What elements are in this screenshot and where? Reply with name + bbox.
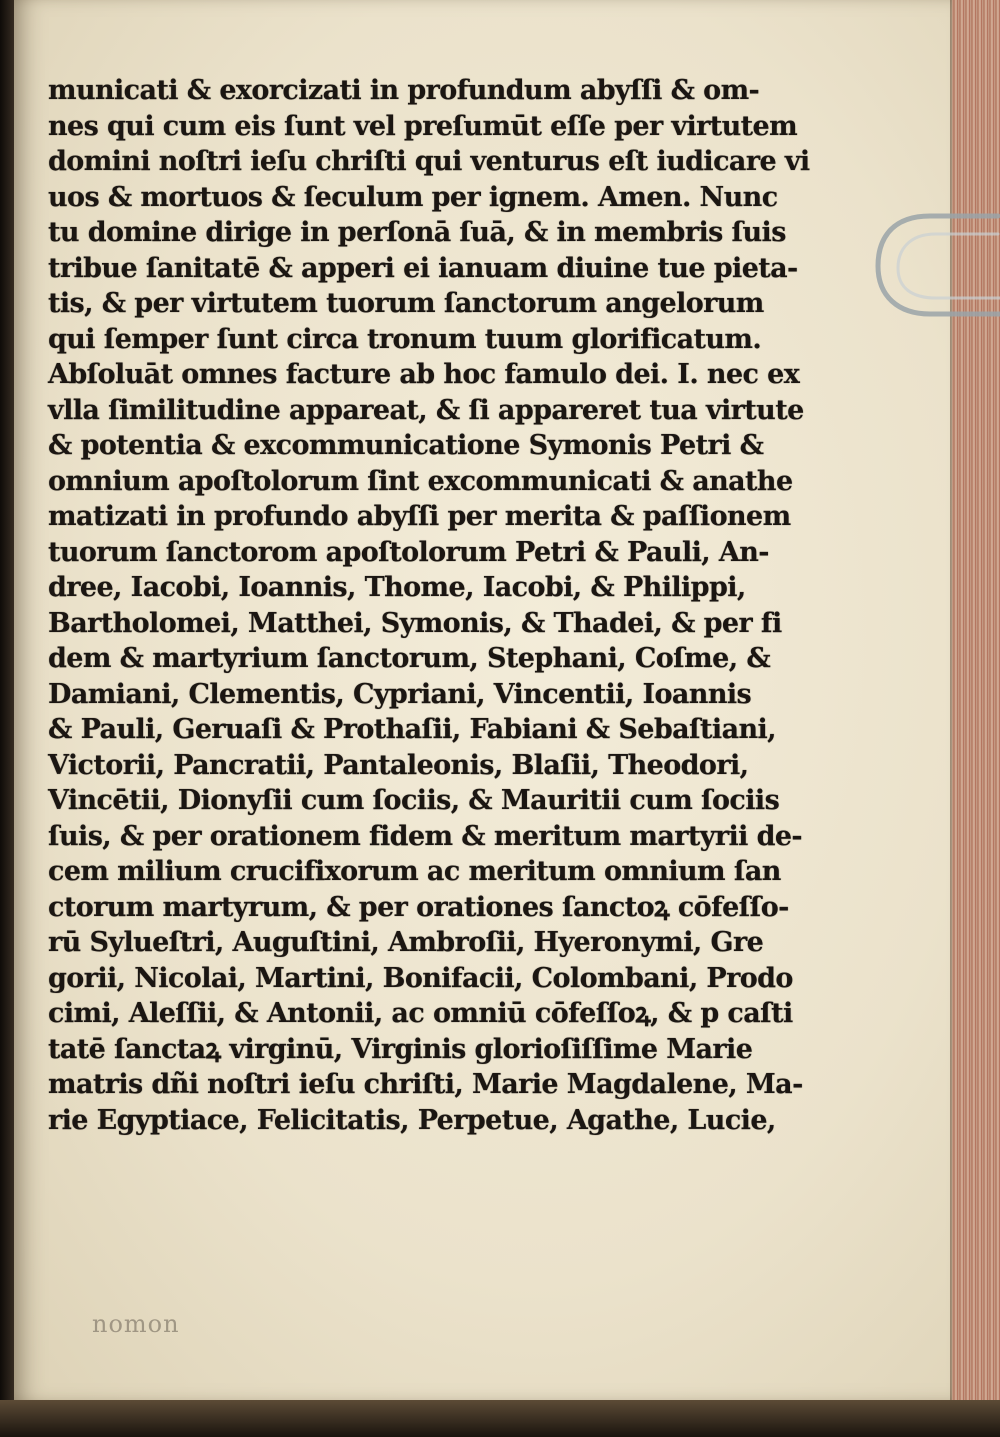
text-line: domini noſtri ieſu chriſti qui venturus eſt iudicare vi [48, 146, 810, 177]
text-line: Abſoluāt omnes facture ab hoc famulo dei. I. nec ex [48, 359, 800, 390]
text-line: ſuis, & per orationem fidem & meritum martyrii de- [48, 820, 803, 852]
text-line: cimi, Aleſſii, & Antonii, ac omniū cōfeſſoꝝ, & p caſti [48, 998, 793, 1029]
book-page [14, 0, 962, 1400]
text-line: Vincētii, Dionyſii cum ſociis, & Mauritii cum ſociis [48, 785, 780, 816]
text-line: vlla ſimilitudine appareat, & ſi appareret tua virtute [48, 394, 804, 426]
text-line: gorii, Nicolai, Martini, Bonifacii, Colombani, Prodo [48, 962, 793, 994]
text-line: ctorum martyrum, & per orationes ſanctoꝝ cōfeſſo- [48, 891, 789, 923]
text-line: uos & mortuos & ſeculum per ignem. Amen. Nunc [48, 181, 778, 213]
text-line: & Pauli, Geruaſi & Prothaſii, Fabiani & Sebaſtiani, [48, 714, 776, 745]
paper-clip-icon [870, 196, 1000, 366]
text-line: tribue ſanitatē & apperi ei ianuam diuine tue pieta- [48, 252, 798, 284]
text-line: matris dñi noſtri ieſu chriſti, Marie Magdalene, Ma- [48, 1069, 803, 1100]
text-line: & potentia & excommunicatione Symonis Petri & [48, 430, 764, 461]
text-line: dree, Iacobi, Ioannis, Thome, Iacobi, & Philippi, [48, 572, 746, 603]
text-line: dem & martyrium ſanctorum, Stephani, Coſme, & [48, 643, 771, 674]
catchword: nomon [92, 1310, 180, 1338]
text-line: municati & exorcizati in profundum abyſſi & om- [48, 75, 760, 106]
text-line: omnium apoſtolorum ſint excommunicati & anathe [48, 465, 793, 497]
text-line: nes qui cum eis ſunt vel preſumūt eſſe per virtutem [48, 110, 798, 142]
text-line: tatē ſanctaꝝ virginū, Virginis glorioſiſſime Marie [48, 1033, 753, 1065]
book-bottom-edge [0, 1400, 1000, 1437]
text-line: qui ſemper ſunt circa tronum tuum glorificatum. [48, 323, 762, 355]
text-line: cem milium crucifixorum ac meritum omnium ſan [48, 856, 781, 887]
text-line: Victorii, Pancratii, Pantaleonis, Blaſii, Theodori, [48, 749, 749, 781]
text-line: Damiani, Clementis, Cypriani, Vincentii, Ioannis [48, 678, 752, 710]
text-line: tis, & per virtutem tuorum ſanctorum angelorum [48, 288, 764, 319]
text-line: rie Egyptiace, Felicitatis, Perpetue, Agathe, Lucie, [48, 1104, 776, 1136]
text-line: rū Sylueſtri, Auguſtini, Ambroſii, Hyeronymi, Gre [48, 927, 764, 958]
text-line: Bartholomei, Matthei, Symonis, & Thadei, & per fi [48, 607, 782, 639]
text-line: tuorum ſanctorom apoſtolorum Petri & Pauli, An- [48, 536, 769, 568]
text-line: matizati in profundo abyſſi per merita & paſſionem [48, 501, 791, 532]
page-text [48, 73, 828, 1138]
text-line: tu domine dirige in perſonā ſuā, & in membris ſuis [48, 217, 786, 248]
